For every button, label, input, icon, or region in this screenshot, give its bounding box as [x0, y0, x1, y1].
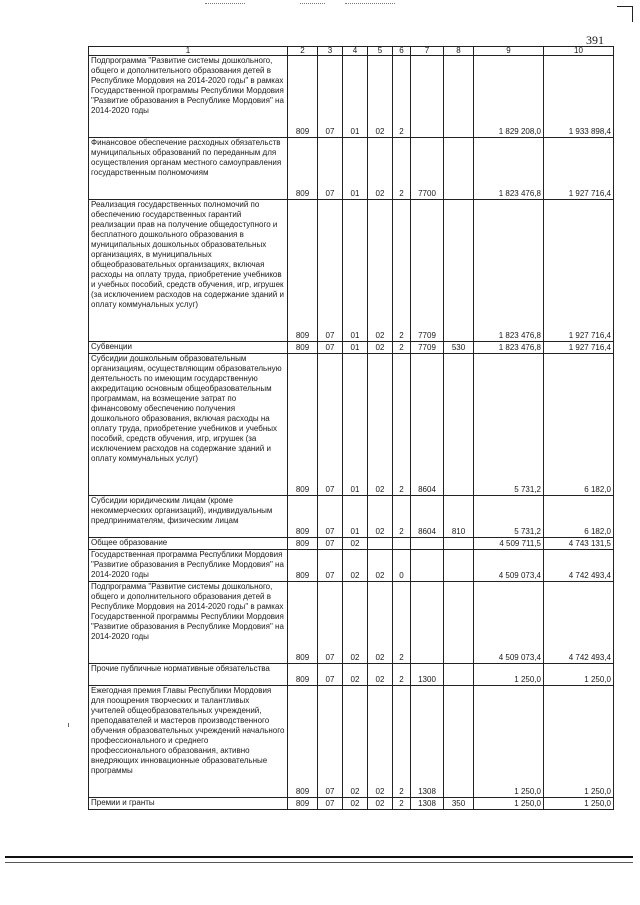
cell-c8 — [444, 200, 474, 342]
column-header: 10 — [544, 47, 614, 56]
cell-c9: 5 731,2 — [474, 354, 544, 496]
cell-c10: 1 927 716,4 — [544, 138, 614, 200]
cell-c4: 02 — [343, 664, 368, 686]
cell-c7: 8604 — [411, 496, 444, 538]
bottom-rule — [5, 856, 633, 858]
cell-c7 — [411, 550, 444, 582]
cell-c3: 07 — [318, 354, 343, 496]
cell-c8 — [444, 582, 474, 664]
scan-mark — [300, 3, 325, 4]
cell-c3: 07 — [318, 582, 343, 664]
table-row — [89, 200, 614, 342]
scan-speck — [68, 723, 69, 727]
cell-c4: 02 — [343, 538, 368, 550]
cell-c4: 01 — [343, 496, 368, 538]
cell-c7: 7709 — [411, 200, 444, 342]
table-row — [89, 664, 614, 686]
cell-c2: 809 — [288, 538, 318, 550]
cell-c10: 6 182,0 — [544, 354, 614, 496]
cell-c4: 02 — [343, 686, 368, 798]
column-header: 6 — [393, 47, 411, 56]
cell-c6: 2 — [393, 354, 411, 496]
cell-c4: 02 — [343, 550, 368, 582]
cell-c6: 2 — [393, 664, 411, 686]
column-header: 8 — [444, 47, 474, 56]
corner-mark — [617, 6, 633, 22]
cell-c4: 01 — [343, 138, 368, 200]
cell-c10: 1 250,0 — [544, 664, 614, 686]
cell-c6: 2 — [393, 138, 411, 200]
table-row — [89, 686, 614, 798]
cell-c10: 1 933 898,4 — [544, 56, 614, 138]
cell-c6 — [393, 538, 411, 550]
cell-c7: 1300 — [411, 664, 444, 686]
cell-c10: 1 250,0 — [544, 798, 614, 810]
cell-c6: 2 — [393, 798, 411, 810]
cell-c2: 809 — [288, 664, 318, 686]
table-row — [89, 550, 614, 582]
cell-c2: 809 — [288, 798, 318, 810]
cell-c5: 02 — [368, 138, 393, 200]
cell-c8 — [444, 664, 474, 686]
cell-c5: 02 — [368, 582, 393, 664]
cell-c4: 01 — [343, 200, 368, 342]
scan-mark — [345, 3, 395, 4]
cell-c9: 1 250,0 — [474, 686, 544, 798]
cell-c7 — [411, 582, 444, 664]
cell-c4: 02 — [343, 798, 368, 810]
cell-c8: 530 — [444, 342, 474, 354]
cell-c5: 02 — [368, 550, 393, 582]
cell-c3: 07 — [318, 550, 343, 582]
cell-c6: 0 — [393, 550, 411, 582]
cell-c5: 02 — [368, 664, 393, 686]
row-name: Прочие публичные нормативные обязательства — [89, 664, 288, 686]
column-header: 4 — [343, 47, 368, 56]
row-name: Субсидии дошкольным образовательным организациям, осуществляющим образовательную деятельность по имеющим государственную аккредитацию основным общеобразовательным программам, на возмещение затрат по финансовому обеспечению получения дошкольного образования, включая расходы на оплату труда, приобретение учебников и учебных пособий, средств обучения, игр, игрушек (за исключением расходов на содержание зданий и оплату коммунальных услуг) — [89, 354, 288, 496]
cell-c3: 07 — [318, 496, 343, 538]
cell-c2: 809 — [288, 138, 318, 200]
cell-c3: 07 — [318, 538, 343, 550]
cell-c8 — [444, 56, 474, 138]
cell-c9: 4 509 073,4 — [474, 550, 544, 582]
cell-c6: 2 — [393, 686, 411, 798]
cell-c6: 2 — [393, 56, 411, 138]
cell-c7: 7700 — [411, 138, 444, 200]
cell-c10: 4 743 131,5 — [544, 538, 614, 550]
cell-c10: 1 927 716,4 — [544, 200, 614, 342]
column-header: 5 — [368, 47, 393, 56]
row-name: Финансовое обеспечение расходных обязательств муниципальных образований по переданным для осуществления органам местного самоуправления государственным полномочиям — [89, 138, 288, 200]
cell-c2: 809 — [288, 354, 318, 496]
table-row — [89, 138, 614, 200]
row-name: Государственная программа Республики Мордовия "Развитие образования в Республике Мордовия" на 2014-2020 годы — [89, 550, 288, 582]
table-row — [89, 582, 614, 664]
cell-c6: 2 — [393, 342, 411, 354]
column-header: 9 — [474, 47, 544, 56]
cell-c5: 02 — [368, 496, 393, 538]
row-name: Ежегодная премия Главы Республики Мордовия для поощрения творческих и талантливых учителей общеобразовательных учреждений, преподавателей и мастеров производственного обучения образовательных учреждений начального профессионального и среднего профессионального образования, активно внедряющих инновационные образовательные программы — [89, 686, 288, 798]
cell-c2: 809 — [288, 686, 318, 798]
cell-c10: 4 742 493,4 — [544, 582, 614, 664]
cell-c9: 4 509 073,4 — [474, 582, 544, 664]
table-row — [89, 342, 614, 354]
bottom-rule-thin — [5, 862, 633, 863]
cell-c3: 07 — [318, 342, 343, 354]
row-name: Реализация государственных полномочий по обеспечению государственных гарантий реализации прав на получение общедоступного и бесплатного дошкольного образования в муниципальных дошкольных образовательных организациях, в муниципальных общеобразовательных организациях, включая расходы на оплату труда, приобретение учебников и учебных пособий, средств обучения, игр, игрушек (за исключением расходов на содержание зданий и оплату коммунальных услуг) — [89, 200, 288, 342]
cell-c3: 07 — [318, 664, 343, 686]
scan-mark — [205, 3, 245, 4]
row-name: Субвенции — [89, 342, 288, 354]
cell-c9: 1 823 476,8 — [474, 342, 544, 354]
cell-c8 — [444, 138, 474, 200]
page-number: 391 — [586, 33, 604, 47]
table-row — [89, 538, 614, 550]
cell-c5: 02 — [368, 200, 393, 342]
cell-c3: 07 — [318, 200, 343, 342]
cell-c10: 1 927 716,4 — [544, 342, 614, 354]
cell-c6: 2 — [393, 582, 411, 664]
header-row — [89, 47, 614, 56]
cell-c3: 07 — [318, 56, 343, 138]
cell-c7 — [411, 56, 444, 138]
cell-c8 — [444, 550, 474, 582]
table-row — [89, 496, 614, 538]
cell-c5: 02 — [368, 686, 393, 798]
cell-c2: 809 — [288, 582, 318, 664]
cell-c6: 2 — [393, 496, 411, 538]
cell-c2: 809 — [288, 550, 318, 582]
column-header: 2 — [288, 47, 318, 56]
cell-c7: 8604 — [411, 354, 444, 496]
row-name: Подпрограмма "Развитие системы дошкольного, общего и дополнительного образования детей в Республике Мордовия на 2014-2020 годы" в рамках Государственной программы Республики Мордовия "Развитие образования в Республике Мордовия" на 2014-2020 годы — [89, 56, 288, 138]
column-header: 7 — [411, 47, 444, 56]
row-name: Премии и гранты — [89, 798, 288, 810]
column-header: 1 — [89, 47, 288, 56]
cell-c5 — [368, 538, 393, 550]
cell-c6: 2 — [393, 200, 411, 342]
cell-c3: 07 — [318, 138, 343, 200]
cell-c9: 5 731,2 — [474, 496, 544, 538]
cell-c9: 1 250,0 — [474, 798, 544, 810]
cell-c2: 809 — [288, 496, 318, 538]
row-name: Общее образование — [89, 538, 288, 550]
cell-c8 — [444, 538, 474, 550]
cell-c5: 02 — [368, 798, 393, 810]
row-name: Подпрограмма "Развитие системы дошкольного, общего и дополнительного образования детей в Республике Мордовия на 2014-2020 годы" в рамках Государственной программы Республики Мордовия "Развитие образования в Республике Мордовия" на 2014-2020 годы — [89, 582, 288, 664]
cell-c8 — [444, 686, 474, 798]
cell-c10: 6 182,0 — [544, 496, 614, 538]
cell-c2: 809 — [288, 342, 318, 354]
row-name: Субсидии юридическим лицам (кроме некоммерческих организаций), индивидуальным предпринимателям, физическим лицам — [89, 496, 288, 538]
cell-c9: 1 829 208,0 — [474, 56, 544, 138]
table-row — [89, 354, 614, 496]
cell-c3: 07 — [318, 686, 343, 798]
cell-c4: 02 — [343, 582, 368, 664]
cell-c2: 809 — [288, 56, 318, 138]
cell-c8: 810 — [444, 496, 474, 538]
cell-c2: 809 — [288, 200, 318, 342]
cell-c7: 1308 — [411, 798, 444, 810]
cell-c7: 1308 — [411, 686, 444, 798]
cell-c5: 02 — [368, 354, 393, 496]
table-row — [89, 798, 614, 810]
budget-table — [88, 46, 614, 810]
cell-c9: 1 823 476,8 — [474, 200, 544, 342]
cell-c8: 350 — [444, 798, 474, 810]
cell-c9: 1 823 476,8 — [474, 138, 544, 200]
cell-c9: 1 250,0 — [474, 664, 544, 686]
cell-c10: 1 250,0 — [544, 686, 614, 798]
column-header: 3 — [318, 47, 343, 56]
cell-c7 — [411, 538, 444, 550]
cell-c9: 4 509 711,5 — [474, 538, 544, 550]
cell-c4: 01 — [343, 342, 368, 354]
cell-c4: 01 — [343, 56, 368, 138]
table-row — [89, 56, 614, 138]
cell-c7: 7709 — [411, 342, 444, 354]
cell-c10: 4 742 493,4 — [544, 550, 614, 582]
cell-c5: 02 — [368, 342, 393, 354]
cell-c3: 07 — [318, 798, 343, 810]
cell-c4: 01 — [343, 354, 368, 496]
cell-c8 — [444, 354, 474, 496]
cell-c5: 02 — [368, 56, 393, 138]
